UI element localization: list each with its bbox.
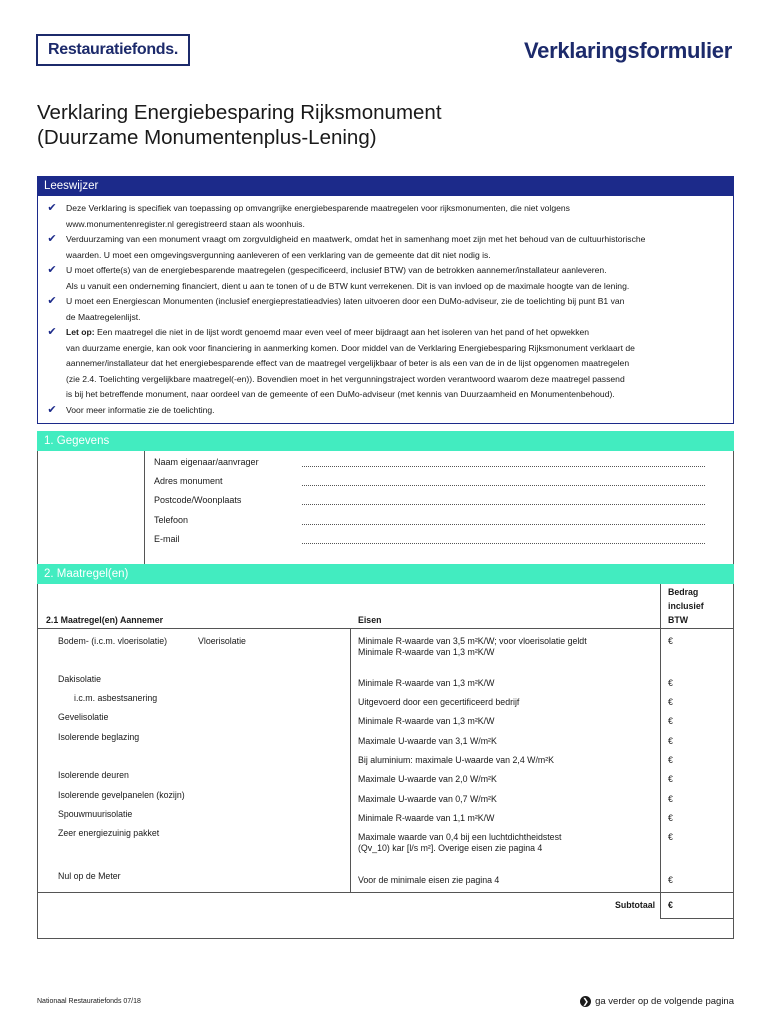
checkmark-icon: ✔ [47,202,57,214]
checkmark-icon: ✔ [47,295,57,307]
checkmark-icon: ✔ [47,326,57,338]
bedrag-field[interactable]: € [668,697,673,707]
leeswijzer-item [38,403,733,419]
leeswijzer-line: Let op: Een maatregel die niet in de lijst wordt genoemd maar even veel of meer bijdraagt aan het isoleren van het pand of het opwekken [66,327,590,337]
field-telefoon[interactable] [154,515,705,529]
field-postcode[interactable] [154,495,705,509]
maatregel-label: i.c.m. asbestsanering [74,693,158,703]
leeswijzer-line: (zie 2.4. Toelichting vergelijkbare maatregel(-en)). Bovendien moet in het vergunningstraject worden verantwoord waarom deze maatregel passend [66,373,625,384]
leeswijzer-line: van duurzame energie, kan ook voor financiering in aanmerking komen. Door middel van de Verklaring Energiebesparing Rijksmonument verklaart de [66,342,635,353]
maatregel-label: Isolerende beglazing [58,732,140,742]
bedrag-field[interactable]: € [668,736,673,746]
leeswijzer-item [38,232,733,263]
field-line[interactable] [302,476,705,486]
leeswijzer-line: aannemer/installateur dat het energiebesparende effect van de maatregel vergelijkbaar of beter is als een van de in de lijst opgenomen maatregelen [66,358,630,368]
maatregel-label: Vloerisolatie [198,636,246,646]
col-bedrag: inclusief [668,601,704,611]
leeswijzer-line: Voor meer informatie zie de toelichting. [66,404,215,415]
title-line-1: Verklaring Energiebesparing Rijksmonument [37,101,442,124]
page-title [37,100,737,150]
field-line[interactable] [302,457,705,467]
field-line[interactable] [302,515,705,525]
field-label: Postcode/Woonplaats [154,495,242,505]
eis-text: Maximale U-waarde van 3,1 W/m²K [358,736,497,746]
leeswijzer-item [38,263,733,294]
field-naam[interactable] [154,457,705,471]
next-page-note [580,996,734,1007]
eis-text: Minimale R-waarde van 1,3 m²K/W [358,716,495,726]
maatregel-label: Zeer energiezuinig pakket [58,828,160,838]
col-maatregel: 2.1 Maatregel(en) Aannemer [46,615,164,625]
eis-text: Maximale U-waarde van 2,0 W/m²K [358,774,497,784]
maatregel-label: Gevelisolatie [58,712,109,722]
title-line-2: (Duurzame Monumentenplus-Lening) [37,126,377,149]
document-type: Verklaringsformulier [524,38,732,63]
eis-text: (Qv_10) kar [l/s m²]. Overige eisen zie pagina 4 [358,843,543,853]
bedrag-field[interactable]: € [668,716,673,726]
subtotal-field[interactable]: € [668,900,673,910]
maatregel-label: Bodem- (i.c.m. vloerisolatie) [58,636,168,646]
arrow-right-icon: ❯ [580,996,591,1007]
leeswijzer-line: U moet een Energiescan Monumenten (inclusief energieprestatieadvies) laten uitvoeren door een DuMo-adviseur, zie de toelichting bij punt B1 van [66,296,625,306]
field-line[interactable] [302,534,705,544]
leeswijzer-heading: Leeswijzer [37,176,734,196]
next-page-text: ga verder op de volgende pagina [595,996,734,1007]
bedrag-field[interactable]: € [668,755,673,765]
eis-text: Minimale R-waarde van 1,3 m²K/W [358,678,495,688]
checkmark-icon: ✔ [47,233,57,245]
checkmark-icon: ✔ [47,403,57,416]
gegevens-section [37,431,734,572]
leeswijzer-item-text [66,263,629,294]
field-label: Naam eigenaar/aanvrager [154,457,259,467]
column-divider [660,584,661,918]
leeswijzer-item-text [66,232,645,263]
eis-text: Maximale U-waarde van 0,7 W/m²K [358,794,497,804]
bedrag-field[interactable]: € [668,832,673,842]
logo: Restauratiefonds. [36,34,190,66]
leeswijzer-line: Verduurzaming van een monument vraagt om zorgvuldigheid en maatwerk, omdat het in samenhang moet zijn met het behoud van de cultuurhistorische [66,234,646,244]
col-bedrag: BTW [668,615,689,625]
maatregel-label: Spouwmuurisolatie [58,809,133,819]
maatregel-label: Isolerende gevelpanelen (kozijn) [58,790,185,800]
leeswijzer-line: Als u vanuit een onderneming financiert, dient u aan te tonen of u de BTW kunt verrekenen. Dit is van invloed op de maximale hoogte van de lening. [66,280,630,291]
header-rule [38,628,733,629]
leeswijzer-item-text [66,201,570,232]
field-adres[interactable] [154,476,705,490]
leeswijzer-line: U moet offerte(s) van de energiebesparende maatregelen (gespecificeerd, inclusief BTW) van de betrokken aannemer/installateur aanleveren. [66,265,607,275]
maatregel-label: Isolerende deuren [58,770,129,780]
field-label: Telefoon [154,515,189,525]
leeswijzer-section [37,176,734,424]
leeswijzer-line: Deze Verklaring is specifiek van toepassing op omvangrijke energiebesparende maatregelen voor rijksmonumenten, die niet volgens [66,203,570,213]
maatregelen-heading: 2. Maatregel(en) [37,564,734,584]
footer-version: Nationaal Restauratiefonds 07/18 [37,998,141,1005]
checkmark-icon: ✔ [47,264,57,276]
bedrag-field[interactable]: € [668,636,673,646]
eis-text: Minimale R-waarde van 1,3 m²K/W [358,647,495,657]
bedrag-field[interactable]: € [668,774,673,784]
leeswijzer-body [37,196,734,424]
eis-text: Uitgevoerd door een gecertificeerd bedrijf [358,697,520,707]
eis-text: Bij aluminium: maximale U-waarde van 2,4 W/m²K [358,755,555,765]
gegevens-body [37,451,734,572]
leeswijzer-line: waarden. U moet een omgevingsvergunning aanleveren of een verklaring van de gemeente dat dit niet nodig is. [66,249,491,260]
leeswijzer-item [38,201,733,232]
leeswijzer-line: www.monumentenregister.nl geregistreerd staan als woonhuis. [66,218,305,229]
col-bedrag: Bedrag [668,587,699,597]
leeswijzer-item [38,294,733,325]
column-divider [350,628,351,892]
bedrag-field[interactable]: € [668,875,673,885]
leeswijzer-item [38,325,733,403]
field-email[interactable] [154,534,705,548]
gegevens-divider [144,451,145,571]
eis-text: Voor de minimale eisen zie pagina 4 [358,875,500,885]
gegevens-heading: 1. Gegevens [37,431,734,451]
subtotal-label: Subtotaal [615,900,656,910]
maatregelen-section [37,564,734,939]
field-label: Adres monument [154,476,223,486]
leeswijzer-item-text [66,325,635,403]
leeswijzer-line: de Maatregelenlijst. [66,311,141,322]
eis-text: Maximale waarde van 0,4 bij een luchtdichtheidstest [358,832,562,842]
bedrag-field[interactable]: € [668,794,673,804]
leeswijzer-lead: Let op: [66,327,95,337]
maatregelen-table [37,584,734,939]
leeswijzer-item-text [66,294,624,325]
field-label: E-mail [154,534,180,544]
body-rule [38,892,733,893]
leeswijzer-line: is bij het betreffende monument, naar oordeel van de gemeente of een DuMo-adviseur (met kennis van Duurzaamheid en Monumentenbehoud). [66,389,615,399]
col-eisen: Eisen [358,615,382,625]
bedrag-field[interactable]: € [668,678,673,688]
bedrag-field[interactable]: € [668,813,673,823]
field-line[interactable] [302,495,705,505]
leeswijzer-item-text [66,403,215,419]
eis-text: Minimale R-waarde van 3,5 m²K/W; voor vloerisolatie geldt [358,636,587,646]
subtotal-rule [660,918,733,919]
maatregel-label: Dakisolatie [58,674,102,684]
eis-text: Minimale R-waarde van 1,1 m²K/W [358,813,495,823]
maatregel-label: Nul op de Meter [58,871,121,881]
